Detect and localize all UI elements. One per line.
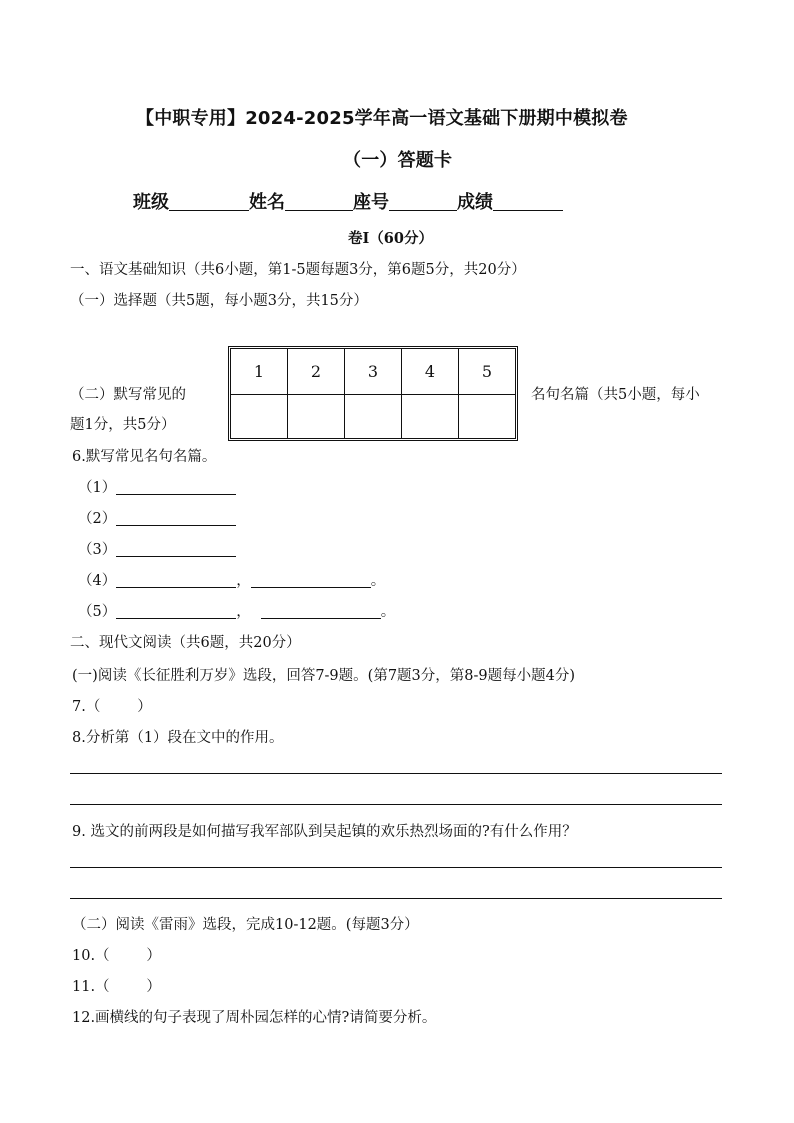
item-number: （1）	[78, 480, 117, 496]
answer-line[interactable]	[70, 898, 722, 899]
answer-cell[interactable]	[231, 395, 288, 438]
part1-sub2-right: 名句名篇（共5小题，每小	[531, 387, 700, 403]
question-10: 10.（ ）	[72, 948, 161, 964]
fill-blank[interactable]	[261, 603, 381, 619]
question-8: 8.分析第（1）段在文中的作用。	[72, 730, 284, 746]
student-info-row	[133, 188, 563, 214]
item-number: （4）	[78, 573, 117, 589]
score-field[interactable]	[493, 192, 563, 211]
answer-line[interactable]	[70, 773, 722, 774]
volume-heading: 卷Ⅰ（60分）	[348, 230, 433, 247]
fill-item-5	[78, 600, 395, 621]
part2-sub2: （二）阅读《雷雨》选段，完成10-12题。(每题3分）	[72, 917, 419, 933]
part1-sub1: （一）选择题（共5题，每小题3分，共15分）	[70, 293, 368, 309]
fill-blank[interactable]	[251, 572, 371, 588]
question-9: 9. 选文的前两段是如何描写我军部队到吴起镇的欢乐热烈场面的?有什么作用？	[72, 824, 577, 840]
question-11: 11.（ ）	[72, 979, 161, 995]
item-number: （2）	[78, 511, 117, 527]
class-field[interactable]	[169, 192, 249, 211]
part1-sub2-cont: 题1分，共5分）	[70, 417, 176, 433]
name-field[interactable]	[285, 192, 353, 211]
answer-line[interactable]	[70, 867, 722, 868]
comma: ，	[236, 573, 251, 589]
page-title: 【中职专用】2024-2025学年高一语文基础下册期中模拟卷	[136, 108, 628, 129]
item-number: （5）	[78, 604, 117, 620]
answer-cell[interactable]	[402, 395, 459, 438]
answer-cell[interactable]	[288, 395, 345, 438]
question-6: 6.默写常见名句名篇。	[72, 449, 217, 465]
page-subtitle: （一）答题卡	[343, 150, 453, 171]
part1-sub2-left: （二）默写常见的	[70, 387, 186, 403]
answer-cell[interactable]	[345, 395, 402, 438]
answer-line[interactable]	[70, 804, 722, 805]
fill-blank[interactable]	[116, 479, 236, 495]
fill-item-2	[78, 507, 236, 528]
answer-number: 2	[288, 349, 345, 395]
part2-heading: 二、现代文阅读（共6题，共20分）	[70, 635, 301, 651]
fill-blank[interactable]	[116, 510, 236, 526]
part1-heading: 一、语文基础知识（共6小题，第1-5题每题3分，第6题5分，共20分）	[70, 262, 526, 278]
fill-blank[interactable]	[116, 603, 236, 619]
answer-number: 5	[459, 349, 515, 395]
fill-item-4	[78, 569, 385, 590]
answer-table	[228, 346, 518, 441]
class-label: 班级	[133, 192, 169, 213]
seat-label: 座号	[353, 192, 389, 213]
comma: ，	[236, 604, 251, 620]
score-label: 成绩	[457, 192, 493, 213]
part2-sub1: (一)阅读《长征胜利万岁》选段，回答7-9题。(第7题3分，第8-9题每小题4分)	[72, 668, 576, 684]
fill-item-3	[78, 538, 236, 559]
item-number: （3）	[78, 542, 117, 558]
period: 。	[370, 573, 386, 589]
fill-blank[interactable]	[116, 572, 236, 588]
name-label: 姓名	[249, 192, 285, 213]
answer-number: 1	[231, 349, 288, 395]
question-12: 12.画横线的句子表现了周朴园怎样的心情?请简要分析。	[72, 1010, 437, 1026]
seat-field[interactable]	[389, 192, 457, 211]
answer-number: 3	[345, 349, 402, 395]
fill-item-1	[78, 476, 236, 497]
answer-number: 4	[402, 349, 459, 395]
answer-cell[interactable]	[459, 395, 515, 438]
fill-blank[interactable]	[116, 541, 236, 557]
question-7: 7.（ ）	[72, 699, 152, 715]
period: 。	[380, 604, 396, 620]
